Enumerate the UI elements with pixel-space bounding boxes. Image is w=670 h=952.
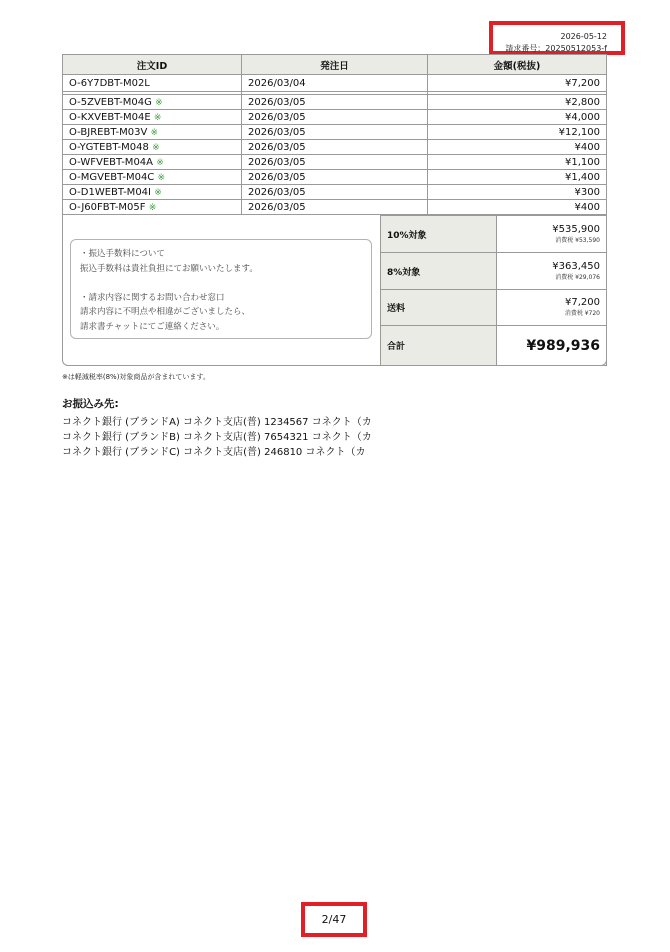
totals-row-grand-total: [381, 326, 607, 366]
invoice-header-box: [489, 21, 625, 55]
bank-account-line: コネクト銀行 (ブランドC) コネクト支店(普) 246810 コネクト（カ: [62, 447, 366, 458]
totals-row-10pct: [381, 216, 607, 253]
shipping-cell: [497, 290, 607, 326]
reduced-rate-mark: ※: [156, 157, 164, 168]
reduced-rate-mark: ※: [153, 112, 162, 123]
order-id: O-D1WEBT-M04I: [69, 186, 151, 198]
totals-row-8pct: [381, 253, 607, 290]
order-id-cell: [63, 155, 242, 170]
bank-section-title: お振込み先:: [62, 398, 119, 410]
summary-section: [62, 215, 607, 366]
bank-account-line: コネクト銀行 (ブランドA) コネクト支店(普) 1234567 コネクト（カ: [62, 417, 372, 428]
table-row: [63, 170, 607, 185]
col-header-amount: 金額(税抜): [428, 55, 607, 75]
order-id: O-6Y7DBT-M02L: [69, 77, 150, 89]
order-date-cell: 2026/03/04: [242, 75, 428, 92]
table-row: [63, 95, 607, 110]
order-id-cell: [63, 185, 242, 200]
reduced-rate-mark: ※: [157, 172, 166, 183]
order-id-cell: [63, 75, 242, 92]
reduced-rate-mark: ※: [150, 127, 159, 138]
order-amount-cell: ¥400: [428, 140, 607, 155]
reduced-rate-footnote: ※は軽減税率(8%)対象商品が含まれています。: [62, 373, 210, 381]
table-row: [63, 155, 607, 170]
order-id: O-MGVEBT-M04C: [69, 171, 155, 183]
invoice-number: 請求番号：20250512053-f: [505, 44, 607, 53]
order-id-cell: [63, 110, 242, 125]
note-contact-text: 請求内容に不明点や相違がございましたら、: [80, 307, 251, 317]
order-id: O-KXVEBT-M04E: [69, 111, 151, 123]
shipping-value: ¥7,200: [565, 297, 600, 308]
note-contact-heading: ・請求内容に関するお問い合わせ窓口: [80, 292, 225, 303]
col-header-order-date: 発注日: [242, 55, 428, 75]
order-id: O-WFVEBT-M04A: [69, 156, 154, 168]
table-row: [63, 125, 607, 140]
order-amount-cell: ¥12,100: [428, 125, 607, 140]
rate10-cell: [497, 216, 607, 253]
rate8-cell: [497, 253, 607, 290]
orders-table: [62, 54, 607, 215]
order-date-cell: 2026/03/05: [242, 170, 428, 185]
note-contact-text-2: 請求書チャットにてご連絡ください。: [80, 321, 225, 332]
rate10-tax: 消費税 ¥53,590: [555, 236, 600, 244]
order-id: O-BJREBT-M03V: [69, 126, 148, 138]
order-id-cell: [63, 140, 242, 155]
order-id-cell: [63, 125, 242, 140]
rate8-label: 8%対象: [381, 253, 497, 290]
order-amount-cell: ¥300: [428, 185, 607, 200]
order-amount-cell: ¥1,100: [428, 155, 607, 170]
totals-table: [380, 215, 607, 366]
order-amount-cell: ¥7,200: [428, 75, 607, 92]
order-id-cell: [63, 200, 242, 215]
col-header-order-id: 注文ID: [63, 55, 242, 75]
order-id-cell: [63, 95, 242, 110]
order-id: O-YGTEBT-M048: [69, 141, 149, 153]
rate8-tax: 消費税 ¥29,076: [555, 273, 600, 281]
reduced-rate-mark: ※: [155, 97, 163, 108]
order-date-cell: 2026/03/05: [242, 125, 428, 140]
table-row: [63, 185, 607, 200]
order-date-cell: 2026/03/05: [242, 185, 428, 200]
order-id: O-J60FBT-M05F: [69, 201, 146, 213]
bank-account-list: [62, 415, 372, 460]
order-amount-cell: ¥1,400: [428, 170, 607, 185]
total-label: 合計: [381, 326, 497, 366]
rate10-label: 10%対象: [381, 216, 497, 253]
order-date-cell: 2026/03/05: [242, 155, 428, 170]
shipping-tax: 消費税 ¥720: [564, 310, 600, 317]
totals-row-shipping: [381, 290, 607, 326]
order-date-cell: 2026/03/05: [242, 140, 428, 155]
rate8-value: ¥363,450: [552, 260, 600, 272]
order-amount-cell: ¥400: [428, 200, 607, 215]
shipping-label: 送料: [381, 290, 497, 326]
reduced-rate-mark: ※: [148, 202, 157, 213]
reduced-rate-mark: ※: [152, 142, 160, 153]
table-row: [63, 140, 607, 155]
table-row: [63, 110, 607, 125]
order-date-cell: 2026/03/05: [242, 200, 428, 215]
reduced-rate-mark: ※: [154, 187, 162, 198]
note-box: [70, 239, 372, 339]
order-amount-cell: ¥4,000: [428, 110, 607, 125]
table-row: [63, 75, 607, 92]
order-amount-cell: ¥2,800: [428, 95, 607, 110]
invoice-date: 2026-05-12: [560, 32, 607, 41]
page-number: 2/47: [301, 902, 367, 937]
order-id: O-5ZVEBT-M04G: [69, 96, 152, 108]
orders-header-row: [63, 55, 607, 75]
note-fee-heading: ・振込手数料について: [80, 249, 165, 259]
order-date-cell: 2026/03/05: [242, 95, 428, 110]
total-value: ¥989,936: [497, 326, 607, 366]
order-id-cell: [63, 170, 242, 185]
note-fee-text: 振込手数料は貴社負担にてお願いいたします。: [80, 263, 258, 274]
order-date-cell: 2026/03/05: [242, 110, 428, 125]
rate10-value: ¥535,900: [552, 223, 600, 235]
bank-account-line: コネクト銀行 (ブランドB) コネクト支店(普) 7654321 コネクト（カ: [62, 432, 372, 443]
table-row: [63, 200, 607, 215]
